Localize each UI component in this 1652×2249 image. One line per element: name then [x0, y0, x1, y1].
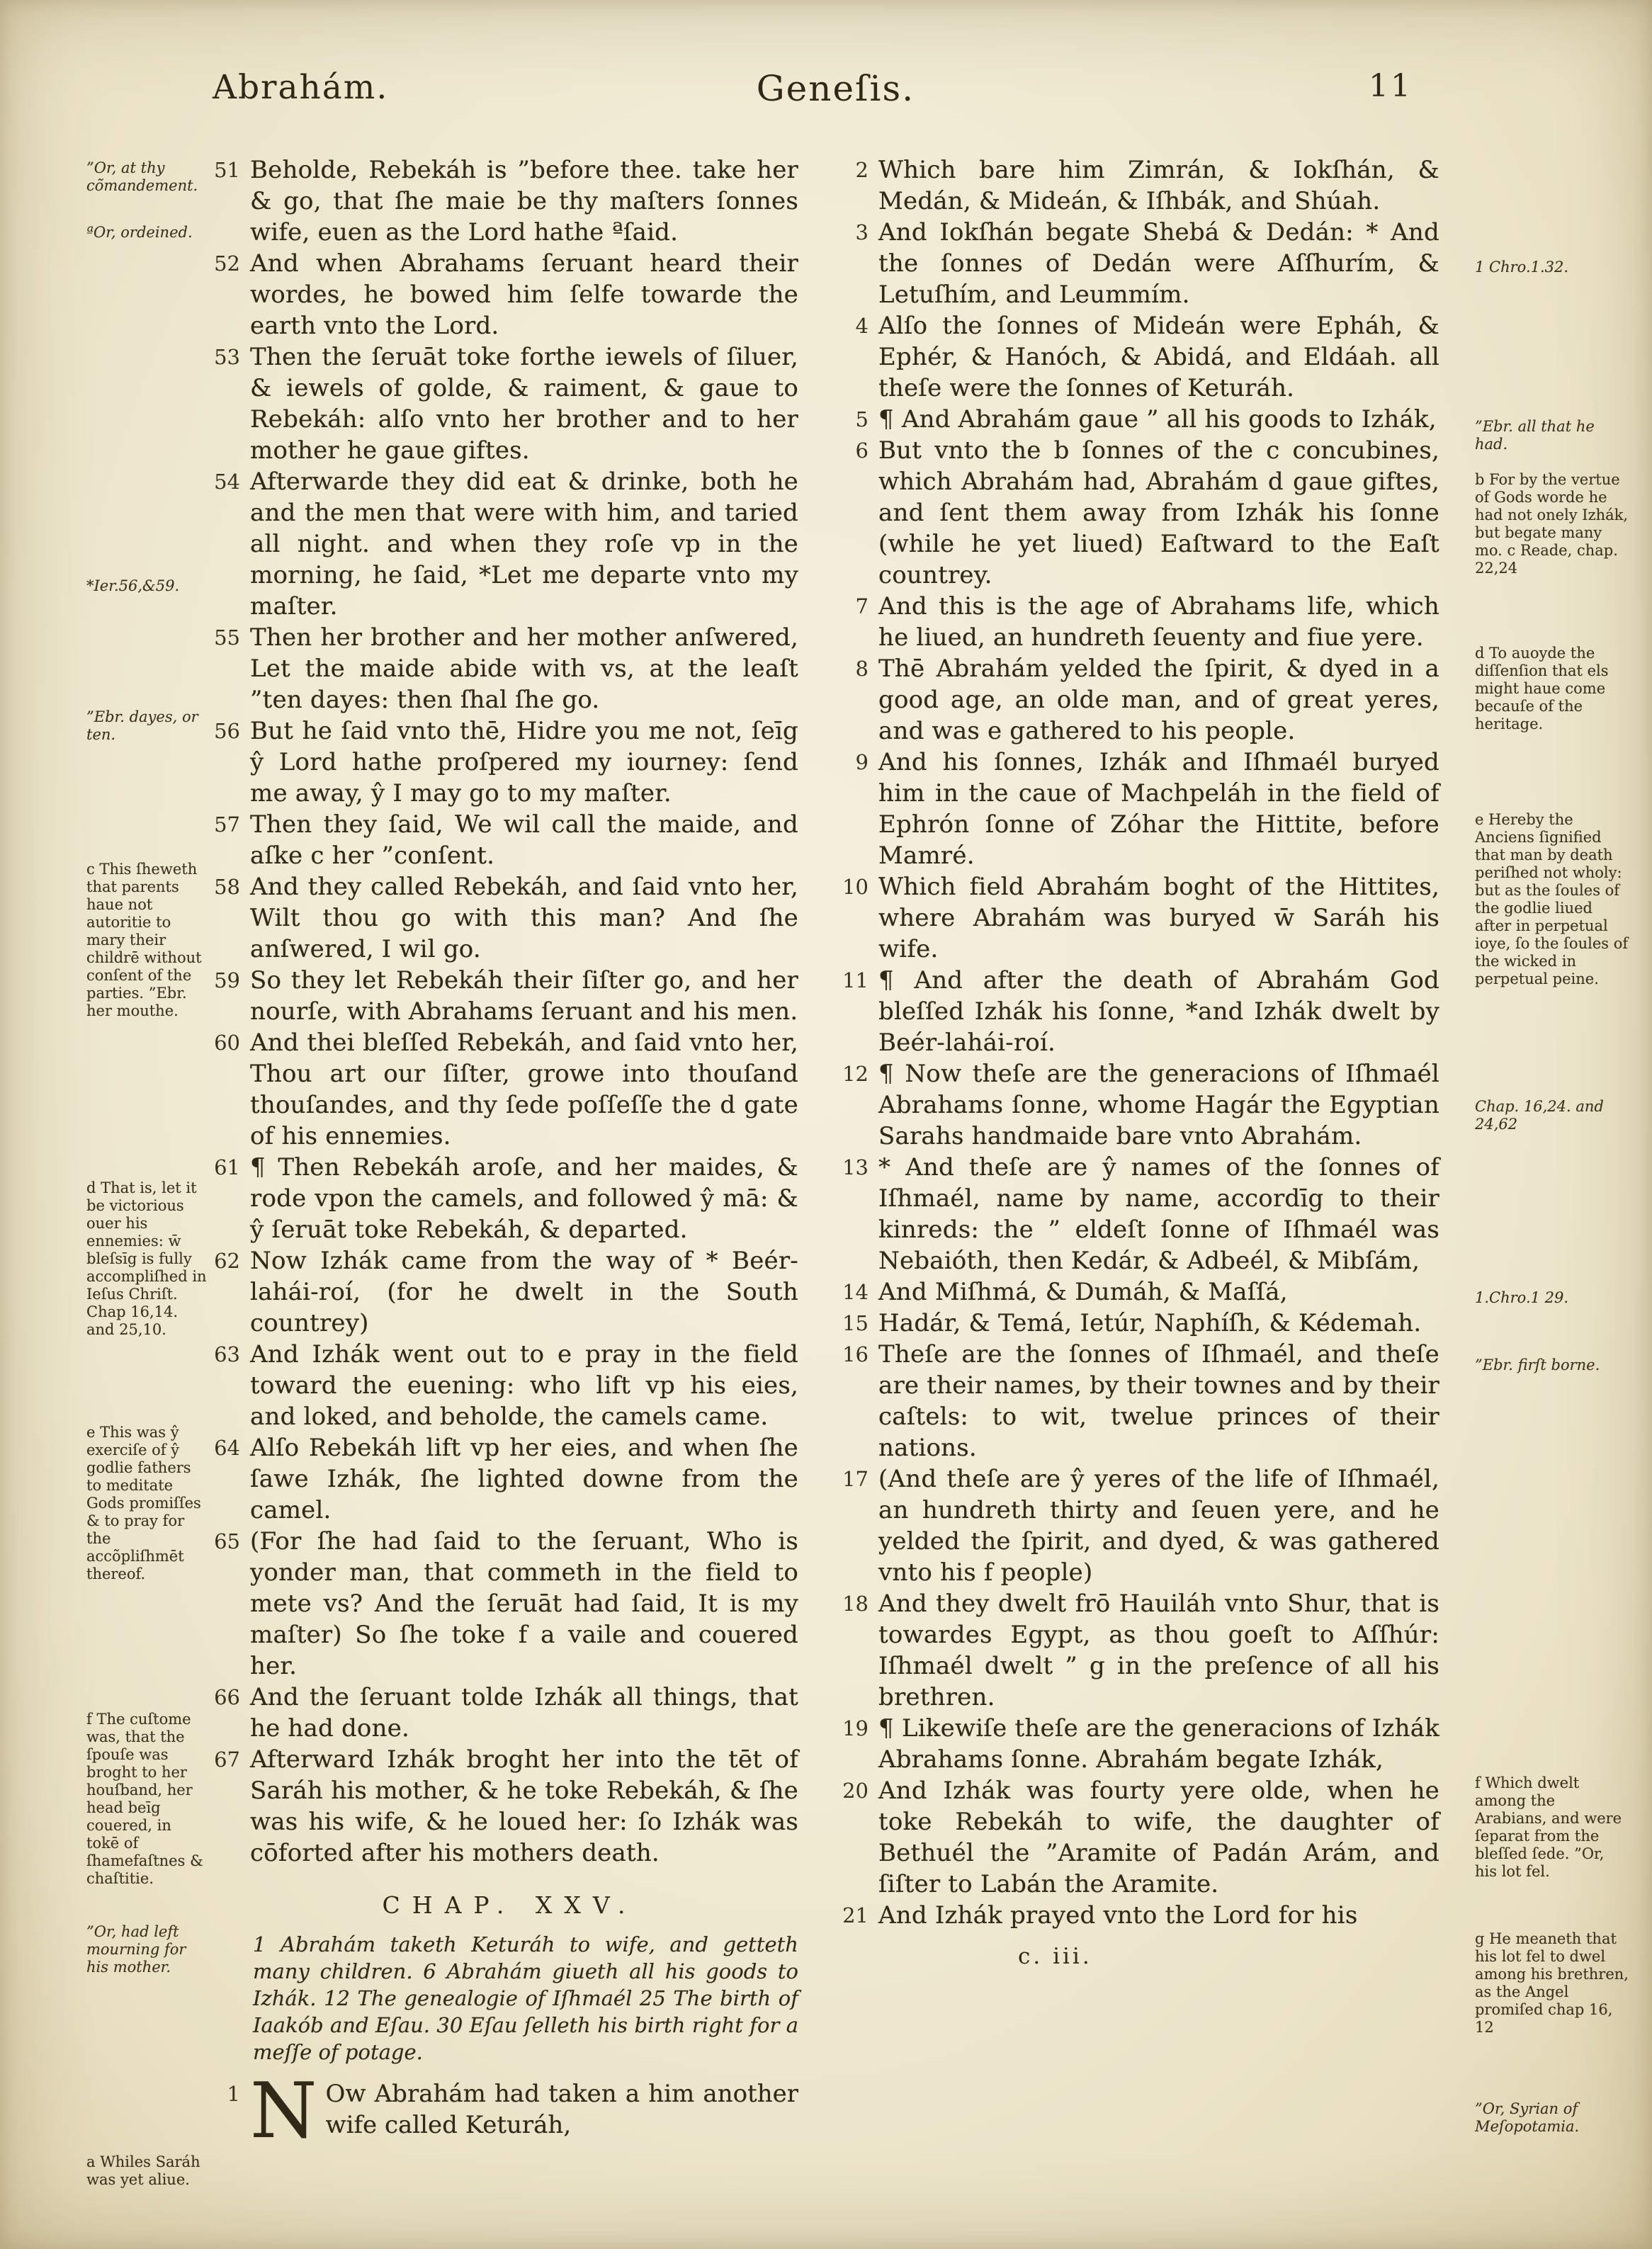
margin-note: e This was ŷ exerciſe of ŷ godlie fathers to meditate Gods promiſſes & to pray for the accõpliſhmēt thereof.: [86, 1424, 201, 1582]
verse-text: So they let Rebekáh their ſiſter go, and her nourſe, with Abrahams ſeruant and his men.: [250, 966, 798, 1026]
verse-row: [209, 965, 798, 1027]
verse-text: And Izhák went out to e pray in the field toward the euening: who lift vp his eies, and loked, and beholde, the camels came.: [250, 1340, 798, 1431]
verse-text: And when Abrahams ſeruant heard their wordes, he bowed him ſelfe towarde the earth vnto the Lord.: [250, 249, 798, 340]
verse-number: 4: [855, 314, 869, 338]
margin-note: d To auoyde the diſſenſion that els might haue come becauſe of the heritage.: [1475, 645, 1609, 732]
verse-row: [209, 341, 798, 466]
verse-number: 55: [214, 625, 240, 650]
chapter-heading: CHAP. XXV.: [382, 1891, 638, 1919]
verse-number: 59: [214, 968, 240, 992]
verse-text: ¶ And after the death of Abrahám God bleſſed Izhák his ſonne, *and Izhák dwelt by Beér-lahái-roí.: [878, 966, 1439, 1057]
margin-note: ”Ebr. dayes, or ten.: [86, 708, 198, 743]
verse-number: 2: [855, 158, 869, 182]
verse-number: 11: [842, 968, 869, 992]
margin-note: ”Ebr. all that he had.: [1475, 418, 1595, 453]
verse-row: [209, 1152, 798, 1245]
verse-row: [837, 1276, 1439, 1308]
verse-text: Alſo Rebekáh lift vp her eies, and when ſhe ſawe Izhák, ſhe lighted downe from the camel.: [250, 1434, 798, 1524]
verse-row: [209, 1744, 798, 1869]
verse-number: 52: [214, 251, 240, 276]
margin-note: ”Or, Syrian of Meſopotamia.: [1475, 2100, 1580, 2135]
verse-row: [209, 248, 798, 341]
verse-row: [837, 653, 1439, 747]
right-text-column: [837, 154, 1439, 1972]
verse-number: 65: [214, 1529, 240, 1553]
verse-text: Then the ſeruāt toke forthe iewels of ſiluer, & iewels of golde, & raiment, & gaue to Rebekáh: alſo vnto her brother and to her mother he gaue giftes.: [250, 343, 798, 465]
margin-note: Chap. 16,24. and 24,62: [1475, 1098, 1604, 1133]
margin-note: 1.Chro.1 29.: [1475, 1289, 1569, 1306]
verse-number: 3: [855, 220, 869, 244]
verse-text: Then they ſaid, We wil call the maide, and aſke c her ”conſent.: [250, 810, 798, 870]
margin-note: d That is, let it be victorious ouer his ennemies: w̄ bleſsīg is fully accompliſhed in Ieſus Chriſt. Chap 16,14. and 25,10.: [86, 1179, 207, 1338]
running-head-book-left: Abrahám.: [213, 68, 389, 107]
verse-row: [837, 154, 1439, 217]
verse-text: Thē Abrahám yelded the ſpirit, & dyed in a good age, an olde man, and of great yeres, and was e gathered to his people.: [878, 655, 1439, 745]
verse-number: 10: [842, 875, 869, 899]
verse-row: [837, 591, 1439, 653]
verse-number: 19: [842, 1716, 869, 1740]
right-verses-list: [837, 154, 1439, 1931]
verse-text: Afterward Izhák broght her into the tēt of Saráh his mother, & he toke Rebekáh, & ſhe was his wife, & he loued her: ſo Izhák was cōforted after his mothers death.: [250, 1745, 798, 1867]
verse-row: [837, 1308, 1439, 1339]
verse-number: 18: [842, 1592, 869, 1616]
verse-row: [837, 217, 1439, 310]
verse-text: Now Izhák came from the way of * Beér-lahái-roí, (for he dwelt in the South countrey): [250, 1247, 798, 1337]
margin-note: a Whiles Saráh was yet aliue.: [86, 2153, 200, 2188]
verse-text: (And theſe are ŷ yeres of the life of Iſhmaél, an hundreth thirty and ſeuen yere, and he yelded the ſpirit, and dyed, & was gathered vnto his f people): [878, 1465, 1439, 1587]
verse-number: 16: [842, 1342, 869, 1366]
verse-text: Which field Abrahám boght of the Hittites, where Abrahám was buryed w̄ Saráh his wife.: [878, 873, 1439, 963]
verse-text: And they dwelt frō Hauiláh vnto Shur, that is towardes Egypt, as thou goeſt to Aſſhúr: Iſhmaél dwelt ” g in the preſence of all his brethren.: [878, 1590, 1439, 1711]
verse-text: And Iokſhán begate Shebá & Dedán: * And the ſonnes of Dedán were Aſſhurím, & Letuſhím, and Leummím.: [878, 218, 1439, 309]
margin-note: e Hereby the Anciens ſignified that man by death periſhed not wholy: but as the ſoules of the godlie liued after in perpetual ioye, ſo the ſoules of the wicked in perpetual peine.: [1475, 811, 1629, 987]
verse-number: 60: [214, 1031, 240, 1055]
verse-row: [209, 1432, 798, 1526]
right-margin-notes: [1475, 0, 1631, 2249]
verse-row: [837, 1152, 1439, 1276]
verse-row: [209, 1027, 798, 1152]
verse-text: ¶ Then Rebekáh aroſe, and her maides, & rode vpon the camels, and followed ŷ mā: & ŷ ſeruāt toke Rebekáh, & departed.: [250, 1153, 798, 1244]
verse-number: 7: [855, 594, 869, 618]
verse-number: 15: [842, 1311, 869, 1335]
verse-text: Hadár, & Temá, Ietúr, Naphíſh, & Kédemah.: [878, 1309, 1422, 1337]
margin-note: *Ier.56,&59.: [86, 577, 180, 594]
margin-note: f Which dwelt among the Arabians, and were ſeparat from the bleſſed ſede. ”Or, his lot fel.: [1475, 1774, 1622, 1880]
verse-number: 64: [214, 1436, 240, 1460]
verse-number: 51: [214, 158, 240, 182]
verse-text: [250, 2067, 798, 2155]
verse-row: [837, 871, 1439, 965]
verse-text: ¶ Now theſe are the generacions of Iſhmaél Abrahams ſonne, whome Hagár the Egyptian Sarahs handmaide bare vnto Abrahám.: [878, 1060, 1439, 1150]
verse-number: 5: [855, 407, 869, 431]
margin-note: ”Ebr. firſt borne.: [1475, 1356, 1600, 1373]
verse-number: 13: [842, 1155, 869, 1179]
verse-number: 20: [842, 1779, 869, 1803]
verse-text: But he ſaid vnto thē, Hidre you me not, ſeīg ŷ Lord hathe proſpered my iourney: ſend me away, ŷ I may go to my maſter.: [250, 717, 798, 808]
opening-verse-text: Ow Abrahám had taken a him another wife called Keturáh,: [325, 2080, 798, 2139]
verse-row: [837, 1588, 1439, 1713]
verse-text: And Izhák prayed vnto the Lord for his: [878, 1901, 1358, 1930]
verse-number: 56: [214, 719, 240, 743]
signature-mark: c. iii.: [1018, 1944, 1092, 1969]
verse-number: 62: [214, 1249, 240, 1273]
verse-text: * And theſe are ŷ names of the ſonnes of Iſhmaél, name by name, accordīg to their kinreds: the ” eldeſt ſonne of Iſhmaél was Nebaióth, then Kedár, & Adbeél, & Mibſám,: [878, 1153, 1439, 1275]
margin-note: g He meaneth that his lot fel to dwel among his brethren, as the Angel promiſed chap 16, 12: [1475, 1930, 1629, 2036]
verse-row: [209, 809, 798, 871]
verse-number: 57: [214, 812, 240, 837]
verse-number: 1: [227, 2082, 240, 2106]
verse-row: [837, 404, 1439, 435]
margin-note: c This ſheweth that parents haue not autoritie to mary their childrē without conſent of the parties. ”Ebr. her mouthe.: [86, 861, 202, 1019]
verse-text: And they called Rebekáh, and ſaid vnto her, Wilt thou go with this man? And ſhe anſwered, I wil go.: [250, 873, 798, 963]
page-number: 11: [1369, 68, 1413, 104]
verse-row: [209, 466, 798, 622]
verse-number: 14: [842, 1280, 869, 1304]
verse-row: [837, 1713, 1439, 1775]
verse-text: Theſe are the ſonnes of Iſhmaél, and theſe are their names, by their townes and by their caſtels: to wit, twelue princes of their nations.: [878, 1340, 1439, 1462]
verse-number: 21: [842, 1903, 869, 1927]
verse-row: [209, 871, 798, 965]
verse-row: [209, 1339, 798, 1432]
verse-number: 6: [855, 438, 869, 463]
margin-note: ªOr, ordeined.: [86, 224, 193, 241]
margin-note: f The cuſtome was, that the ſpouſe was broght to her houſband, her head beīg couered, in tokē of ſhamefaſtnes & chaſtitie.: [86, 1711, 203, 1887]
verse-text: (For ſhe had ſaid to the ſeruant, Who is yonder man, that commeth in the field to mete vs? And the ſeruāt had ſaid, It is my maſter) So ſhe toke f a vaile and couered her.: [250, 1527, 798, 1680]
verse-text: And thei bleſſed Rebekáh, and ſaid vnto her, Thou art our ſiſter, growe into thouſand thouſandes, and thy ſede poſſeſſe the d gate of his ennemies.: [250, 1029, 798, 1150]
verse-row: [209, 1526, 798, 1682]
verse-row: [837, 1058, 1439, 1152]
verse-row: [837, 1900, 1439, 1931]
verse-text: Afterwarde they did eat & drinke, both he and the men that were with him, and taried all night. and when they roſe vp in the morning, he ſaid, *Let me departe vnto my maſter.: [250, 468, 798, 621]
verse-text: Alſo the ſonnes of Mideán were Epháh, & Ephér, & Hanóch, & Abidá, and Eldáah. all theſe were the ſonnes of Keturáh.: [878, 312, 1439, 402]
verse-number: 63: [214, 1342, 240, 1366]
verse-number: 66: [214, 1685, 240, 1709]
verse-row: [837, 747, 1439, 871]
verse-text: Then her brother and her mother anſwered, Let the maide abide with vs, at the leaſt ”ten dayes: then ſhal ſhe go.: [250, 623, 798, 714]
verse-number: 17: [842, 1467, 869, 1491]
verse-text: Beholde, Rebekáh is ”before thee. take her & go, that ſhe maie be thy maſters ſonnes wife, euen as the Lord hathe ªſaid.: [250, 156, 798, 247]
verse-text: But vnto the b ſonnes of the c concubines, which Abrahám had, Abrahám d gaue giftes, and ſent them away from Izhák his ſonne (while he yet liued) Eaſtward to the Eaſt countrey.: [878, 436, 1439, 589]
drop-cap-initial: N: [250, 2067, 317, 2155]
margin-note: 1 Chro.1.32.: [1475, 259, 1569, 276]
verse-number: 67: [214, 1747, 240, 1772]
verse-text: And his ſonnes, Izhák and Iſhmaél buryed him in the caue of Machpeláh in the field of Ephrón ſonne of Zóhar the Hittite, before Mamré.: [878, 748, 1439, 870]
verse-row: [837, 1339, 1439, 1463]
verse-number: 61: [214, 1155, 240, 1179]
left-verses-list: [209, 154, 798, 1869]
verse-row: [837, 435, 1439, 591]
verse-row: [837, 310, 1439, 404]
verse-row: [209, 715, 798, 809]
verse-number: 58: [214, 875, 240, 899]
running-head: [0, 68, 1652, 125]
verse-text: And Izhák was fourty yere olde, when he toke Rebekáh to wife, the daughter of Bethuél the ”Aramite of Padán Arám, and ſiſter to Labán the Aramite.: [878, 1777, 1439, 1898]
verse-row: [209, 622, 798, 715]
verse-row: [837, 1463, 1439, 1588]
verse-number: 54: [214, 470, 240, 494]
verse-text: ¶ Likewiſe theſe are the generacions of Izhák Abrahams ſonne. Abrahám begate Izhák,: [878, 1714, 1439, 1774]
chapter-opening-verse: [209, 2067, 798, 2155]
verse-row: [209, 1682, 798, 1744]
verse-number: 9: [855, 750, 869, 774]
margin-note: ”Or, had left mourning for his mother.: [86, 1923, 186, 1976]
verse-number: 12: [842, 1062, 869, 1086]
verse-text: And the ſeruant tolde Izhák all things, that he had done.: [250, 1683, 798, 1743]
verse-row: [209, 154, 798, 248]
left-margin-notes: [86, 0, 207, 2249]
verse-row: [837, 965, 1439, 1058]
left-text-column: [209, 154, 798, 2155]
chapter-summary: 1 Abrahám taketh Keturáh to wife, and getteth many children. 6 Abrahám giueth all his goods to Izhák. 12 The genealogie of Iſhmaél 25 The birth of Iaakób and Eſau. 30 Eſau ſelleth his birth right for a meſſe of potage.: [253, 1932, 798, 2064]
verse-number: 8: [855, 657, 869, 681]
margin-note: ”Or, at thy cõmandement.: [86, 159, 198, 194]
verse-row: [209, 1245, 798, 1339]
verse-row: [837, 1775, 1439, 1900]
margin-note: b For by the vertue of Gods worde he had not onely Izhák, but begate many mo. c Reade, chap. 22,24: [1475, 471, 1629, 577]
verse-number: 53: [214, 345, 240, 369]
verse-text: Which bare him Zimrán, & Iokſhán, & Medán, & Mideán, & Iſhbák, and Shúah.: [878, 156, 1439, 215]
verse-text: And Miſhmá, & Dumáh, & Maſſá,: [878, 1278, 1288, 1306]
verse-text: ¶ And Abrahám gaue ” all his goods to Izhák,: [878, 405, 1437, 434]
running-head-book-center: Geneſis.: [756, 68, 915, 109]
verse-text: And this is the age of Abrahams life, which he liued, an hundreth ſeuenty and fiue yere.: [878, 592, 1439, 652]
